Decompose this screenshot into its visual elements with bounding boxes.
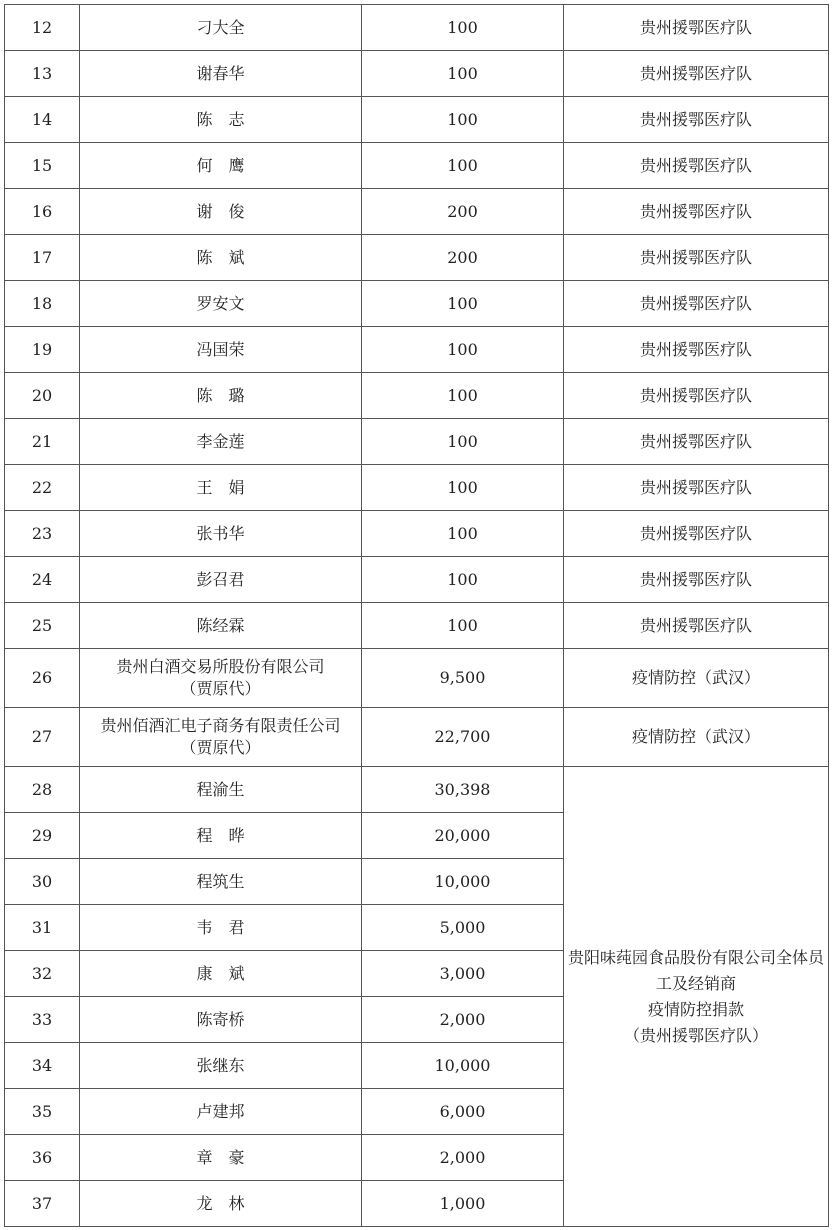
row-number: 31 — [5, 905, 80, 951]
donor-name: 刁大全 — [80, 5, 362, 51]
donation-purpose: 贵州援鄂医疗队 — [564, 189, 829, 235]
donation-purpose: 疫情防控（武汉） — [564, 708, 829, 767]
donation-purpose: 贵州援鄂医疗队 — [564, 281, 829, 327]
row-number: 35 — [5, 1089, 80, 1135]
donation-purpose: 贵州援鄂医疗队 — [564, 5, 829, 51]
donor-name: 贵州佰酒汇电子商务有限责任公司 （贾原代） — [80, 708, 362, 767]
row-number: 21 — [5, 419, 80, 465]
table-row — [5, 97, 829, 143]
donor-name: 谢 俊 — [80, 189, 362, 235]
row-number: 27 — [5, 708, 80, 767]
donation-amount: 200 — [362, 189, 564, 235]
table-row — [5, 143, 829, 189]
donation-purpose: 贵州援鄂医疗队 — [564, 143, 829, 189]
row-number: 15 — [5, 143, 80, 189]
donor-name: 程筑生 — [80, 859, 362, 905]
row-number: 23 — [5, 511, 80, 557]
row-number: 32 — [5, 951, 80, 997]
donation-purpose: 贵州援鄂医疗队 — [564, 327, 829, 373]
donor-name: 康 斌 — [80, 951, 362, 997]
donor-name: 陈寄桥 — [80, 997, 362, 1043]
donation-purpose: 贵州援鄂医疗队 — [564, 419, 829, 465]
table-row — [5, 327, 829, 373]
row-number: 26 — [5, 649, 80, 708]
table-row — [5, 649, 829, 708]
donation-purpose: 贵州援鄂医疗队 — [564, 235, 829, 281]
donation-amount: 100 — [362, 281, 564, 327]
table-row — [5, 465, 829, 511]
table-row — [5, 51, 829, 97]
donation-amount: 2,000 — [362, 1135, 564, 1181]
row-number: 25 — [5, 603, 80, 649]
row-number: 18 — [5, 281, 80, 327]
donor-name: 谢春华 — [80, 51, 362, 97]
donor-name: 冯国荣 — [80, 327, 362, 373]
donation-amount: 100 — [362, 143, 564, 189]
table-row — [5, 603, 829, 649]
donor-name: 韦 君 — [80, 905, 362, 951]
table-row — [5, 5, 829, 51]
donation-purpose: 贵州援鄂医疗队 — [564, 557, 829, 603]
donor-name: 程渝生 — [80, 767, 362, 813]
donation-amount: 1,000 — [362, 1181, 564, 1227]
row-number: 24 — [5, 557, 80, 603]
donation-purpose: 贵州援鄂医疗队 — [564, 373, 829, 419]
row-number: 16 — [5, 189, 80, 235]
donation-purpose: 疫情防控（武汉） — [564, 649, 829, 708]
donation-amount: 10,000 — [362, 1043, 564, 1089]
table-row — [5, 189, 829, 235]
donor-name: 贵州白酒交易所股份有限公司 （贾原代） — [80, 649, 362, 708]
donation-amount: 20,000 — [362, 813, 564, 859]
donation-amount: 3,000 — [362, 951, 564, 997]
donation-amount: 9,500 — [362, 649, 564, 708]
donation-table-body — [5, 5, 829, 1227]
donation-purpose: 贵州援鄂医疗队 — [564, 511, 829, 557]
table-row — [5, 235, 829, 281]
donation-purpose: 贵州援鄂医疗队 — [564, 603, 829, 649]
donor-name: 张书华 — [80, 511, 362, 557]
table-row — [5, 419, 829, 465]
merged-donation-purpose: 贵阳味莼园食品股份有限公司全体员工及经销商 疫情防控捐款 （贵州援鄂医疗队） — [564, 767, 829, 1227]
donor-name: 何 鹰 — [80, 143, 362, 189]
donor-name: 陈 志 — [80, 97, 362, 143]
table-row — [5, 373, 829, 419]
donor-name: 章 豪 — [80, 1135, 362, 1181]
donor-name: 陈 璐 — [80, 373, 362, 419]
row-number: 29 — [5, 813, 80, 859]
donor-name: 王 娟 — [80, 465, 362, 511]
row-number: 28 — [5, 767, 80, 813]
donation-amount: 5,000 — [362, 905, 564, 951]
donation-amount: 22,700 — [362, 708, 564, 767]
donor-name: 罗安文 — [80, 281, 362, 327]
donation-amount: 100 — [362, 5, 564, 51]
table-row — [5, 708, 829, 767]
table-row — [5, 557, 829, 603]
row-number: 12 — [5, 5, 80, 51]
donation-amount: 100 — [362, 327, 564, 373]
donor-name: 张继东 — [80, 1043, 362, 1089]
row-number: 14 — [5, 97, 80, 143]
table-row — [5, 767, 829, 813]
donor-name: 陈经霖 — [80, 603, 362, 649]
donation-amount: 2,000 — [362, 997, 564, 1043]
row-number: 30 — [5, 859, 80, 905]
row-number: 20 — [5, 373, 80, 419]
donor-name: 卢建邦 — [80, 1089, 362, 1135]
row-number: 19 — [5, 327, 80, 373]
donation-amount: 100 — [362, 97, 564, 143]
donor-name: 龙 林 — [80, 1181, 362, 1227]
row-number: 36 — [5, 1135, 80, 1181]
row-number: 22 — [5, 465, 80, 511]
donation-amount: 100 — [362, 51, 564, 97]
donor-name: 彭召君 — [80, 557, 362, 603]
row-number: 13 — [5, 51, 80, 97]
row-number: 17 — [5, 235, 80, 281]
donation-purpose: 贵州援鄂医疗队 — [564, 97, 829, 143]
donor-name: 陈 斌 — [80, 235, 362, 281]
row-number: 37 — [5, 1181, 80, 1227]
donation-amount: 100 — [362, 465, 564, 511]
donation-amount: 200 — [362, 235, 564, 281]
donation-amount: 100 — [362, 419, 564, 465]
donor-name: 李金莲 — [80, 419, 362, 465]
donation-amount: 100 — [362, 603, 564, 649]
donation-amount: 6,000 — [362, 1089, 564, 1135]
row-number: 33 — [5, 997, 80, 1043]
table-row — [5, 511, 829, 557]
donation-amount: 100 — [362, 373, 564, 419]
donation-table — [4, 4, 829, 1227]
donation-purpose: 贵州援鄂医疗队 — [564, 465, 829, 511]
donation-amount: 100 — [362, 511, 564, 557]
donation-amount: 10,000 — [362, 859, 564, 905]
table-row — [5, 281, 829, 327]
donor-name: 程 晔 — [80, 813, 362, 859]
row-number: 34 — [5, 1043, 80, 1089]
donation-purpose: 贵州援鄂医疗队 — [564, 51, 829, 97]
donation-amount: 30,398 — [362, 767, 564, 813]
donation-amount: 100 — [362, 557, 564, 603]
